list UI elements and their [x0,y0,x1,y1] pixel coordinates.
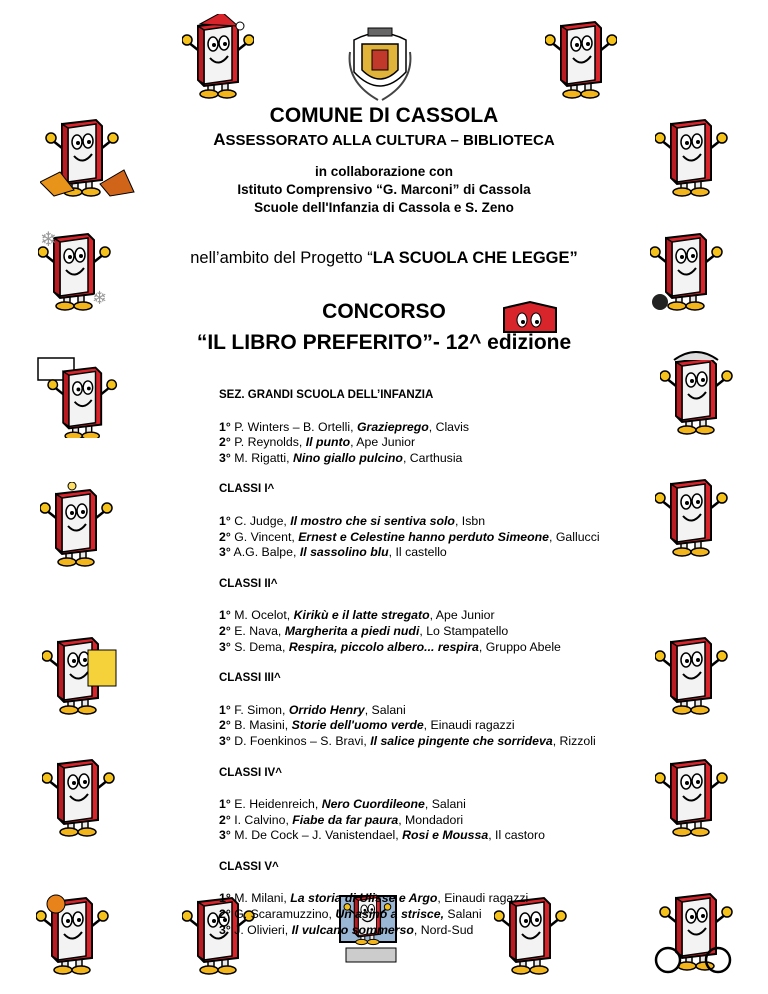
category-section [219,766,659,844]
project-prefix: nell’ambito del Progetto “ [190,249,373,267]
book-publisher: , Ape Junior [350,435,416,450]
ranking-place: 1° [219,608,231,623]
book-publisher: , Gallucci [549,529,600,544]
project-name: LA SCUOLA CHE LEGGE” [372,249,578,267]
assessorato-initial: A [213,130,226,149]
book-author: P. Reynolds, [234,435,306,450]
book-title: Nero Cuordileone [321,797,425,812]
book-author: F. Simon, [234,702,289,717]
book-publisher: , Einaudi ragazzi [437,891,529,906]
ranking-row [219,640,659,656]
book-publisher: , Lo Stampatello [419,623,509,638]
ranking-place: 1° [219,797,231,812]
category-title: CLASSI V^ [219,860,279,873]
book-mascot-happy-icon [42,752,118,838]
book-author: S. Dema, [234,639,289,654]
ranking-place: 1° [219,702,231,717]
ranking-row [219,420,659,436]
book-publisher: Salani [444,907,482,922]
contest-title: “IL LIBRO PREFERITO”- 12^ edizione [196,331,572,354]
ranking-row [219,608,659,624]
comune-title: COMUNE DI CASSOLA [269,104,499,127]
ranking-place: 2° [219,812,231,827]
results-list [219,388,659,954]
book-publisher: , Clavis [428,419,470,434]
ranking-place: 3° [219,828,231,843]
ranking-place: 2° [219,435,231,450]
coat-of-arms-icon [348,22,412,104]
book-publisher: , Il castoro [488,828,545,843]
book-title: Fiabe da far paura [292,812,399,827]
book-title: Kirikù e il latte stregato [293,608,430,623]
svg-text:❄: ❄ [40,229,57,251]
book-publisher: , Mondadori [398,812,464,827]
book-publisher: , Salani [364,702,406,717]
book-title: Orrido Henry [288,702,365,717]
ranking-place: 3° [219,450,231,465]
project-line [0,249,768,268]
book-title: Margherita a piedi nudi [284,623,420,638]
book-title: Il mostro che si sentiva solo [290,513,455,528]
book-author: M. De Cock – J. Vanistendael, [234,828,403,843]
category-title: CLASSI I^ [219,483,275,496]
book-publisher: , Salani [424,797,466,812]
book-title: Il salice pingente che sorrideva [370,733,553,748]
book-title: Il sassolino blu [299,545,389,560]
book-publisher: , Nord-Sud [413,922,474,937]
ranking-row [219,923,659,939]
ranking-place: 3° [219,639,231,654]
category-section [219,860,659,938]
ranking-row [219,451,659,467]
book-author: E. Nava, [234,623,285,638]
book-mascot-football-icon [660,350,740,438]
category-title: CLASSI II^ [219,577,278,590]
book-mascot-skating-icon [655,472,735,558]
book-author: P. Winters – B. Ortelli, [234,419,357,434]
ranking-place: 3° [219,545,231,560]
ranking-place: 2° [219,718,231,733]
ranking-place: 2° [219,529,231,544]
ranking-place: 3° [219,733,231,748]
book-title: Storie dell'uomo verde [291,718,424,733]
book-publisher: , Il castello [388,545,447,560]
book-mascot-santa-icon [182,14,254,100]
book-title: Ernest e Celestine hanno perduto Simeone [298,529,549,544]
book-mascot-basketball-icon [36,890,112,976]
book-publisher: , Isbn [454,513,486,528]
book-mascot-tag-icon [42,630,124,716]
concorso-heading: CONCORSO [322,300,446,323]
book-author: A.G. Balpe, [233,545,300,560]
collab-line: Scuole dell'Infanzia di Cassola e S. Zeno [254,200,514,215]
ranking-row [219,907,659,923]
ranking-row [219,891,659,907]
book-author: M. Rigatti, [234,450,293,465]
category-section [219,482,659,560]
assessorato-rest: SSESSORATO ALLA CULTURA – BIBLIOTECA [225,132,555,149]
book-mascot-pointing-icon [655,630,735,716]
ranking-row [219,828,659,844]
book-title: Il vulcano sommerso [291,922,414,937]
ranking-place: 2° [219,907,231,922]
ranking-row [219,624,659,640]
book-title: Nino giallo pulcino [292,450,403,465]
ranking-place: 3° [219,922,231,937]
collab-line: Istituto Comprensivo “G. Marconi” di Cassola [237,182,531,197]
book-title: La storia di Ulisse e Argo [290,891,438,906]
book-author: D. Foenkinos – S. Bravi, [234,733,371,748]
ranking-row [219,435,659,451]
category-section [219,671,659,749]
book-author: M. Ocelot, [234,608,294,623]
book-author: J. Olivieri, [234,922,292,937]
book-title: Il punto [305,435,351,450]
ranking-place: 2° [219,623,231,638]
assessorato-title [0,130,768,150]
book-author: G. Vincent, [234,529,299,544]
book-title: Grazieprego [356,419,429,434]
book-mascot-bicycle-icon [652,890,736,976]
book-publisher: , Ape Junior [429,608,495,623]
book-publisher: , Einaudi ragazzi [423,718,515,733]
category-title: CLASSI IV^ [219,766,282,779]
svg-text:❄: ❄ [92,288,108,308]
category-title: SEZ. GRANDI SCUOLA DELL’INFANZIA [219,389,434,401]
book-author: C. Judge, [234,513,291,528]
ranking-row [219,530,659,546]
ranking-place: 1° [219,891,231,906]
book-mascot-lightbulb-icon [40,482,116,568]
ranking-place: 1° [219,513,231,528]
ranking-row [219,514,659,530]
ranking-row [219,797,659,813]
ranking-row [219,718,659,734]
book-author: G. Scaramuzzino, [234,907,336,922]
book-mascot-sign-icon [36,356,120,438]
ranking-row [219,703,659,719]
ranking-row [219,545,659,561]
collaboration-block [0,163,768,217]
book-publisher: , Carthusia [402,450,463,465]
book-title: Rosi e Moussa [402,828,489,843]
book-author: I. Calvino, [234,812,293,827]
category-section [219,388,659,466]
book-mascot-waving-icon [545,14,617,100]
book-title: Un asino a strisce, [335,907,445,922]
book-author: E. Heidenreich, [234,797,322,812]
category-section [219,577,659,655]
book-author: M. Milani, [234,891,291,906]
ranking-row [219,734,659,750]
book-author: B. Masini, [234,718,292,733]
collab-line: in collaborazione con [314,164,454,179]
category-title: CLASSI III^ [219,672,281,685]
ranking-place: 1° [219,419,231,434]
ranking-row [219,813,659,829]
book-title: Respira, piccolo albero... respira [288,639,479,654]
book-publisher: , Rizzoli [552,733,596,748]
book-mascot-hockey-icon [655,752,735,838]
book-publisher: , Gruppo Abele [478,639,561,654]
